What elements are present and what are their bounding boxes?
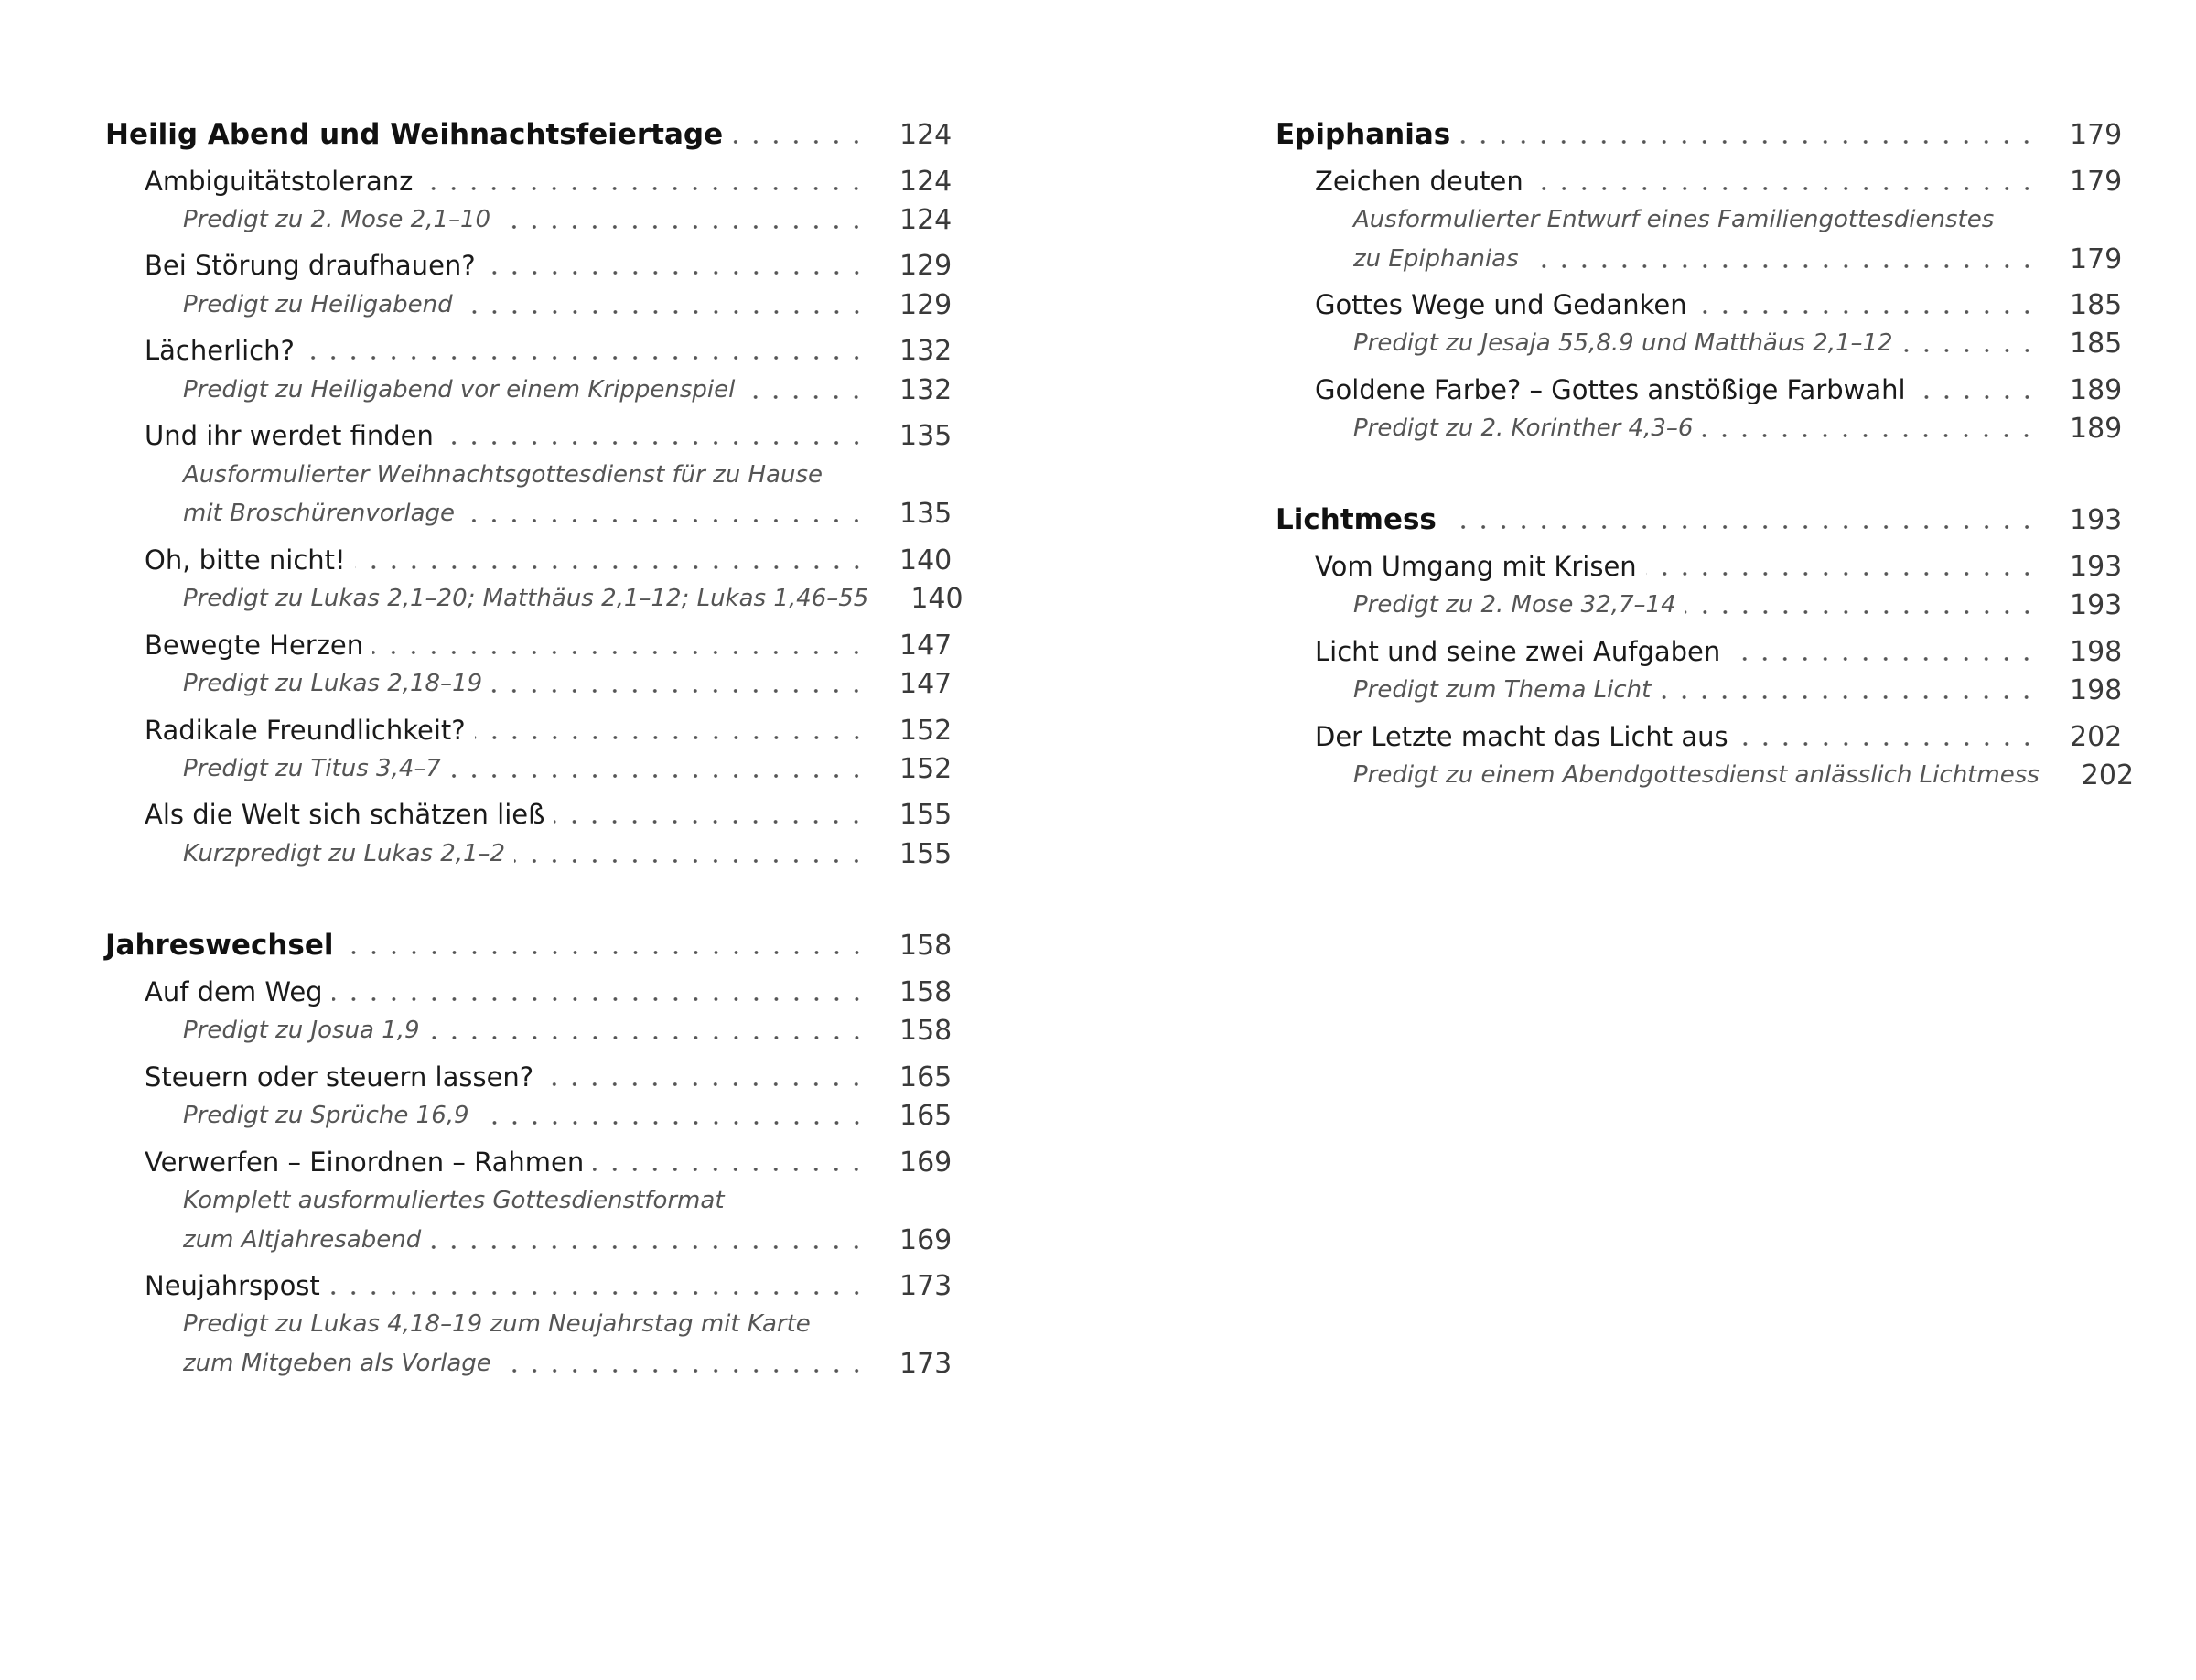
dot-leader bbox=[464, 515, 867, 526]
toc-entry-subtitle[interactable] bbox=[1276, 749, 2135, 801]
page-number: 189 bbox=[2070, 412, 2123, 445]
toc-entry-subtitle[interactable] bbox=[1276, 403, 2123, 454]
entry-subtitle: Kurzpredigt zu Lukas 2,1–2 bbox=[183, 840, 506, 867]
page-number: 169 bbox=[899, 1223, 953, 1256]
entry-subtitle: Predigt zu Lukas 4,18–19 zum Neujahrstag mit Karte bbox=[183, 1310, 811, 1338]
page-number: 135 bbox=[899, 419, 953, 452]
section-title: Jahreswechsel bbox=[105, 929, 334, 962]
entry-subtitle: zum Mitgeben als Vorlage bbox=[183, 1350, 491, 1377]
page-number: 152 bbox=[899, 714, 953, 747]
dot-leader bbox=[450, 770, 867, 781]
page-number: 173 bbox=[899, 1269, 953, 1302]
dot-leader bbox=[1902, 345, 2037, 356]
toc-entry-subtitle[interactable] bbox=[105, 743, 953, 794]
toc-entry-subtitle[interactable] bbox=[105, 1338, 953, 1389]
page-number: 179 bbox=[2070, 165, 2123, 198]
toc-entry-subtitle[interactable] bbox=[105, 488, 953, 539]
entry-subtitle: mit Broschürenvorlage bbox=[183, 500, 456, 527]
page-number: 129 bbox=[899, 249, 953, 282]
toc-entry-subtitle[interactable] bbox=[105, 658, 953, 709]
dot-leader bbox=[501, 1365, 867, 1376]
entry-subtitle: Predigt zu 2. Korinther 4,3–6 bbox=[1353, 415, 1694, 442]
toc-entry-subtitle[interactable] bbox=[105, 1214, 953, 1265]
dot-leader bbox=[475, 732, 867, 743]
page-number: 193 bbox=[2070, 588, 2123, 621]
dot-leader bbox=[1533, 183, 2037, 194]
entry-title: Als die Welt sich schätzen ließ bbox=[145, 799, 545, 830]
toc-right-column bbox=[1276, 0, 2135, 1680]
page-number: 135 bbox=[899, 497, 953, 530]
page-number: 169 bbox=[899, 1146, 953, 1179]
dot-leader bbox=[1738, 738, 2037, 749]
entry-subtitle: Predigt zu 2. Mose 2,1–10 bbox=[183, 206, 491, 233]
page-number: 185 bbox=[2070, 327, 2123, 360]
toc-section-heading[interactable] bbox=[105, 920, 953, 971]
page-number: 165 bbox=[899, 1099, 953, 1132]
entry-subtitle: Predigt zu Lukas 2,1–20; Matthäus 2,1–12; Lukas 1,46–55 bbox=[183, 585, 869, 612]
dot-leader bbox=[1660, 692, 2037, 703]
page-number: 140 bbox=[899, 544, 953, 576]
entry-subtitle: Predigt zum Thema Licht bbox=[1353, 676, 1652, 704]
dot-leader bbox=[430, 1242, 867, 1253]
page-number: 202 bbox=[2070, 720, 2123, 753]
entry-title: Der Letzte macht das Licht aus bbox=[1315, 721, 1728, 752]
dot-leader bbox=[500, 221, 867, 232]
toc-section-heading[interactable] bbox=[1276, 494, 2123, 545]
entry-subtitle: Predigt zu Josua 1,9 bbox=[183, 1017, 420, 1044]
dot-leader bbox=[355, 562, 867, 573]
toc-section-heading[interactable] bbox=[105, 109, 953, 160]
page-number: 158 bbox=[899, 975, 953, 1008]
dot-leader bbox=[1915, 392, 2037, 403]
dot-leader bbox=[1685, 607, 2037, 618]
dot-leader bbox=[462, 307, 867, 318]
toc-entry-subtitle[interactable] bbox=[105, 1090, 953, 1141]
entry-subtitle: Ausformulierter Entwurf eines Familiengottesdienstes bbox=[1353, 206, 1995, 233]
entry-title: Ambiguitätstoleranz bbox=[145, 166, 414, 197]
toc-entry-subtitle[interactable] bbox=[1276, 664, 2123, 716]
page-number: 129 bbox=[899, 288, 953, 321]
entry-subtitle: Ausformulierter Weihnachtsgottesdienst für zu Hause bbox=[183, 461, 824, 489]
dot-leader bbox=[485, 267, 867, 278]
page-number: 152 bbox=[899, 752, 953, 785]
dot-leader bbox=[1646, 568, 2037, 579]
page-number: 179 bbox=[2070, 242, 2123, 275]
page-number: 147 bbox=[899, 667, 953, 700]
page-number: 179 bbox=[2070, 118, 2123, 151]
page-number: 173 bbox=[899, 1347, 953, 1380]
section-title: Epiphanias bbox=[1276, 118, 1451, 151]
entry-subtitle: Predigt zu Heiligabend vor einem Krippenspiel bbox=[183, 376, 736, 404]
page-number: 185 bbox=[2070, 288, 2123, 321]
page-number: 158 bbox=[899, 1014, 953, 1047]
dot-leader bbox=[343, 947, 867, 958]
dot-leader bbox=[1446, 522, 2037, 533]
entry-title: Zeichen deuten bbox=[1315, 166, 1523, 197]
page-number: 198 bbox=[2070, 635, 2123, 668]
entry-subtitle: Predigt zu Lukas 2,18–19 bbox=[183, 670, 483, 697]
dot-leader bbox=[372, 647, 867, 658]
page-number: 124 bbox=[899, 203, 953, 236]
dot-leader bbox=[479, 1117, 867, 1128]
dot-leader bbox=[304, 352, 867, 363]
dot-leader bbox=[1696, 307, 2037, 318]
entry-title: Auf dem Weg bbox=[145, 976, 323, 1007]
dot-leader bbox=[744, 392, 867, 403]
page-number: 189 bbox=[2070, 373, 2123, 406]
entry-subtitle: Komplett ausformuliertes Gottesdienstformat bbox=[183, 1187, 725, 1214]
dot-leader bbox=[332, 994, 867, 1005]
toc-entry-subtitle[interactable] bbox=[105, 194, 953, 245]
entry-title: Goldene Farbe? – Gottes anstößige Farbwahl bbox=[1315, 374, 1906, 405]
entry-subtitle: Predigt zu Heiligabend bbox=[183, 291, 453, 318]
toc-entry-subtitle[interactable] bbox=[105, 279, 953, 330]
page-number: 158 bbox=[899, 929, 953, 962]
page-number: 193 bbox=[2070, 503, 2123, 536]
entry-title: Und ihr werdet finden bbox=[145, 420, 434, 451]
dot-leader bbox=[543, 1079, 867, 1090]
page-number: 165 bbox=[899, 1061, 953, 1093]
page-number: 132 bbox=[899, 373, 953, 406]
toc-entry-subtitle[interactable] bbox=[1276, 233, 2123, 285]
entry-title: Gottes Wege und Gedanken bbox=[1315, 289, 1687, 320]
dot-leader bbox=[443, 437, 867, 448]
entry-title: Lächerlich? bbox=[145, 335, 295, 366]
toc-entry-subtitle[interactable] bbox=[105, 364, 953, 415]
dot-leader bbox=[732, 136, 867, 147]
entry-subtitle: Predigt zu einem Abendgottesdienst anlässlich Lichtmess bbox=[1353, 761, 2040, 789]
entry-title: Oh, bitte nicht! bbox=[145, 544, 346, 576]
toc-entry-subtitle[interactable] bbox=[1276, 579, 2123, 630]
entry-title: Bei Störung draufhauen? bbox=[145, 250, 476, 281]
page-number: 124 bbox=[899, 118, 953, 151]
toc-section-heading[interactable] bbox=[1276, 109, 2123, 160]
dot-leader bbox=[329, 1287, 867, 1298]
entry-subtitle: zum Altjahresabend bbox=[183, 1226, 422, 1254]
dot-leader bbox=[429, 1032, 867, 1043]
page-number: 140 bbox=[910, 582, 963, 615]
entry-title: Bewegte Herzen bbox=[145, 630, 364, 661]
entry-subtitle: Predigt zu Titus 3,4–7 bbox=[183, 755, 441, 782]
page-number: 193 bbox=[2070, 550, 2123, 583]
entry-subtitle: Predigt zu 2. Mose 32,7–14 bbox=[1353, 591, 1676, 619]
entry-subtitle: Predigt zu Jesaja 55,8.9 und Matthäus 2,1–12 bbox=[1353, 329, 1893, 357]
entry-title: Licht und seine zwei Aufgaben bbox=[1315, 636, 1721, 667]
section-title: Heilig Abend und Weihnachtsfeiertage bbox=[105, 118, 724, 151]
entry-title: Neujahrspost bbox=[145, 1270, 320, 1301]
section-title: Lichtmess bbox=[1276, 503, 1437, 536]
entry-title: Vom Umgang mit Krisen bbox=[1315, 551, 1637, 582]
dot-leader bbox=[422, 183, 867, 194]
page-number: 202 bbox=[2081, 759, 2135, 792]
entry-subtitle: zu Epiphanias bbox=[1353, 245, 1519, 273]
toc-entry-subtitle[interactable] bbox=[105, 828, 953, 879]
entry-title: Radikale Freundlichkeit? bbox=[145, 715, 466, 746]
page-number: 124 bbox=[899, 165, 953, 198]
entry-subtitle: Predigt zu Sprüche 16,9 bbox=[183, 1102, 469, 1129]
toc-left-column bbox=[105, 0, 963, 1680]
page-number: 155 bbox=[899, 837, 953, 870]
entry-title: Steuern oder steuern lassen? bbox=[145, 1061, 534, 1093]
dot-leader bbox=[1459, 136, 2037, 147]
page-number: 198 bbox=[2070, 673, 2123, 706]
page-number: 155 bbox=[899, 798, 953, 831]
page-number: 147 bbox=[899, 629, 953, 662]
dot-leader bbox=[554, 816, 867, 827]
toc-entry-subtitle[interactable] bbox=[1276, 318, 2123, 369]
dot-leader bbox=[593, 1164, 867, 1175]
toc-entry-subtitle[interactable] bbox=[105, 1005, 953, 1056]
entry-title: Verwerfen – Einordnen – Rahmen bbox=[145, 1147, 585, 1178]
dot-leader bbox=[1702, 430, 2037, 441]
dot-leader bbox=[514, 856, 867, 867]
dot-leader bbox=[1729, 653, 2037, 664]
page-number: 132 bbox=[899, 334, 953, 367]
dot-leader bbox=[491, 685, 867, 696]
dot-leader bbox=[1528, 261, 2037, 272]
toc-entry-subtitle[interactable] bbox=[105, 573, 963, 624]
